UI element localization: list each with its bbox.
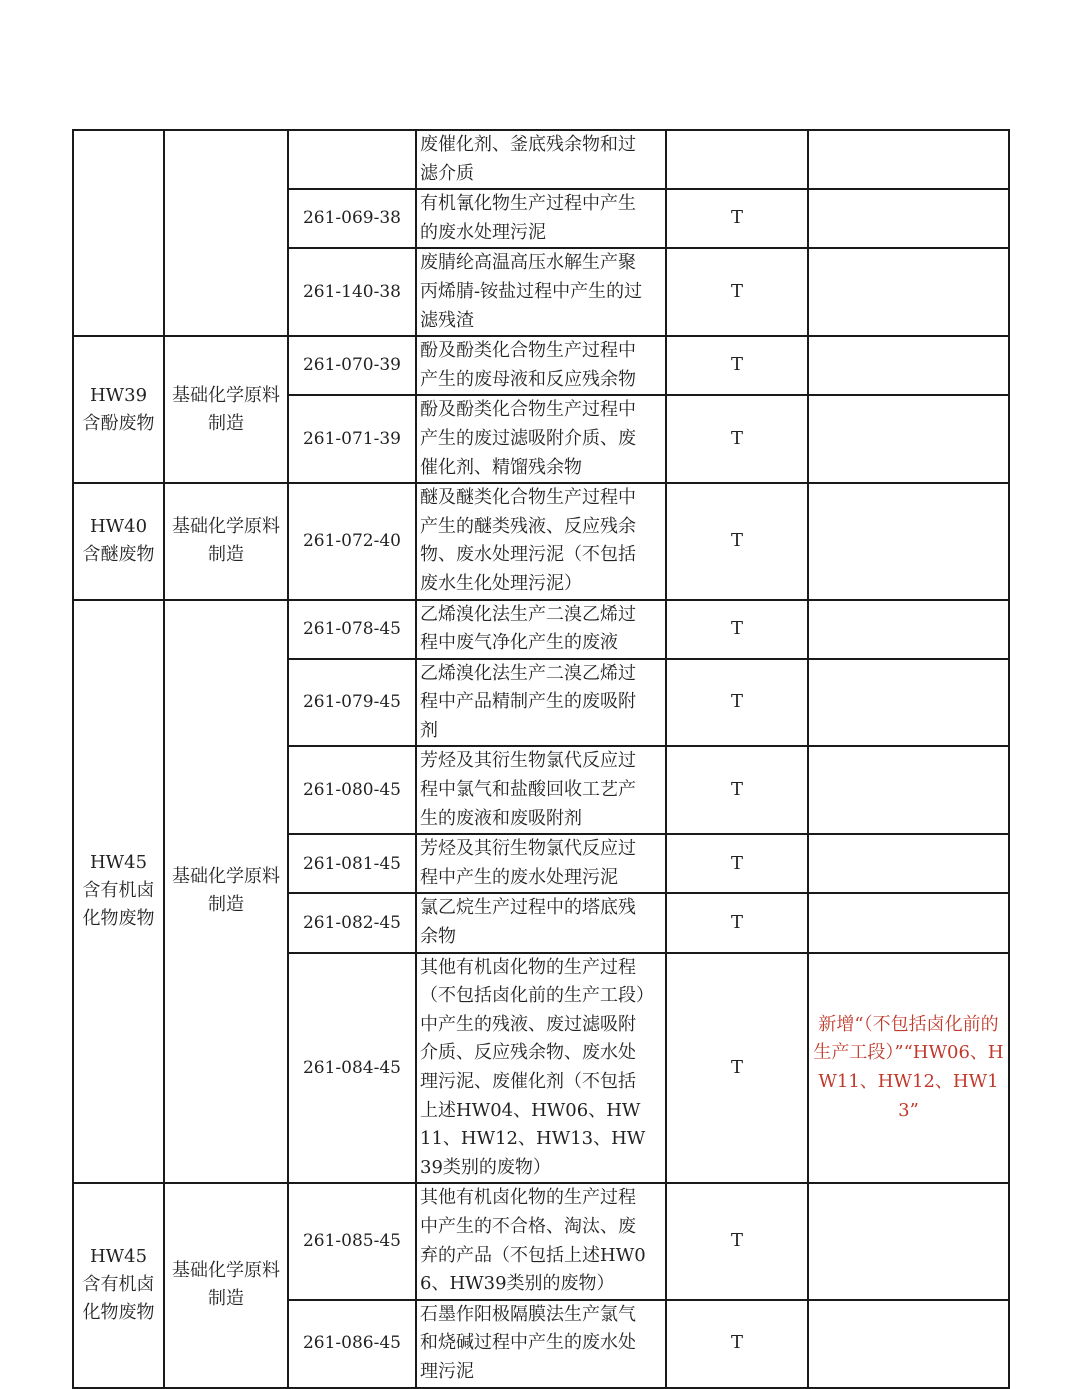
industry-cell xyxy=(164,130,288,336)
hazard-property: T xyxy=(666,1183,808,1299)
category-code: HW45 xyxy=(89,852,148,874)
remark xyxy=(808,189,1009,248)
category-name: 含酚废物 xyxy=(82,412,155,434)
waste-code: 261-084-45 xyxy=(288,953,416,1184)
remark xyxy=(808,893,1009,952)
hazard-property xyxy=(666,130,808,189)
industry-cell: 基础化学原料制造 xyxy=(164,1183,288,1387)
waste-description: 废腈纶高温高压水解生产聚丙烯腈-铵盐过程中产生的过滤残渣 xyxy=(416,248,666,336)
remark xyxy=(808,834,1009,893)
table-row xyxy=(73,1183,1009,1299)
remark: 新增“（不包括卤化前的生产工段）”“HW06、HW11、HW12、HW13” xyxy=(808,953,1009,1184)
remark xyxy=(808,600,1009,659)
waste-code: 261-071-39 xyxy=(288,395,416,483)
waste-code: 261-069-38 xyxy=(288,189,416,248)
waste-code: 261-079-45 xyxy=(288,659,416,747)
remark xyxy=(808,395,1009,483)
hazard-property: T xyxy=(666,659,808,747)
waste-description: 氯乙烷生产过程中的塔底残余物 xyxy=(416,893,666,952)
category-cell xyxy=(73,336,164,483)
waste-description: 芳烃及其衍生物氯代反应过程中产生的废水处理污泥 xyxy=(416,834,666,893)
waste-description: 醚及醚类化合物生产过程中产生的醚类残液、反应残余物、废水处理污泥（不包括废水生化处理污泥） xyxy=(416,483,666,599)
waste-code: 261-085-45 xyxy=(288,1183,416,1299)
waste-code: 261-082-45 xyxy=(288,893,416,952)
remark xyxy=(808,1300,1009,1388)
remark xyxy=(808,336,1009,395)
waste-code: 261-140-38 xyxy=(288,248,416,336)
waste-description: 酚及酚类化合物生产过程中产生的废母液和反应残余物 xyxy=(416,336,666,395)
hazard-property: T xyxy=(666,600,808,659)
category-code: HW45 xyxy=(89,1246,148,1268)
hazardous-waste-table xyxy=(72,129,1010,1389)
hazard-property: T xyxy=(666,248,808,336)
waste-description: 其他有机卤化物的生产过程中产生的不合格、淘汰、废弃的产品（不包括上述HW06、HW39类别的废物） xyxy=(416,1183,666,1299)
industry-cell: 基础化学原料制造 xyxy=(164,600,288,1184)
waste-code xyxy=(288,130,416,189)
hazard-property: T xyxy=(666,834,808,893)
remark xyxy=(808,746,1009,834)
table-row xyxy=(73,336,1009,395)
hazard-property: T xyxy=(666,953,808,1184)
category-name: 含有机卤化物废物 xyxy=(82,880,155,930)
hazard-property: T xyxy=(666,1300,808,1388)
waste-code: 261-080-45 xyxy=(288,746,416,834)
waste-description: 废催化剂、釜底残余物和过滤介质 xyxy=(416,130,666,189)
hazard-property: T xyxy=(666,189,808,248)
waste-description: 乙烯溴化法生产二溴乙烯过程中产品精制产生的废吸附剂 xyxy=(416,659,666,747)
waste-description: 酚及酚类化合物生产过程中产生的废过滤吸附介质、废催化剂、精馏残余物 xyxy=(416,395,666,483)
remark xyxy=(808,659,1009,747)
category-cell xyxy=(73,1183,164,1387)
table-row xyxy=(73,600,1009,659)
industry-cell: 基础化学原料制造 xyxy=(164,336,288,483)
category-code: HW39 xyxy=(89,384,148,406)
waste-code: 261-070-39 xyxy=(288,336,416,395)
category-code: HW40 xyxy=(89,516,148,538)
hazard-property: T xyxy=(666,483,808,599)
waste-code: 261-072-40 xyxy=(288,483,416,599)
remark xyxy=(808,483,1009,599)
hazard-property: T xyxy=(666,336,808,395)
category-name: 含醚废物 xyxy=(82,544,155,566)
remark xyxy=(808,248,1009,336)
category-cell xyxy=(73,483,164,599)
hazard-property: T xyxy=(666,395,808,483)
remark xyxy=(808,1183,1009,1299)
category-cell xyxy=(73,600,164,1184)
table-row xyxy=(73,130,1009,189)
category-name: 含有机卤化物废物 xyxy=(82,1274,155,1324)
waste-description: 有机氰化物生产过程中产生的废水处理污泥 xyxy=(416,189,666,248)
waste-description: 其他有机卤化物的生产过程（不包括卤化前的生产工段）中产生的残液、废过滤吸附介质、反应残余物、废水处理污泥、废催化剂（不包括上述HW04、HW06、HW11、HW12、HW13、HW39类别的废物） xyxy=(416,953,666,1184)
waste-code: 261-081-45 xyxy=(288,834,416,893)
hazard-property: T xyxy=(666,893,808,952)
waste-code: 261-086-45 xyxy=(288,1300,416,1388)
waste-description: 石墨作阳极隔膜法生产氯气和烧碱过程中产生的废水处理污泥 xyxy=(416,1300,666,1388)
waste-description: 乙烯溴化法生产二溴乙烯过程中废气净化产生的废液 xyxy=(416,600,666,659)
waste-description: 芳烃及其衍生物氯代反应过程中氯气和盐酸回收工艺产生的废液和废吸附剂 xyxy=(416,746,666,834)
remark xyxy=(808,130,1009,189)
industry-cell: 基础化学原料制造 xyxy=(164,483,288,599)
table-row xyxy=(73,483,1009,599)
waste-code: 261-078-45 xyxy=(288,600,416,659)
category-cell xyxy=(73,130,164,336)
hazard-property: T xyxy=(666,746,808,834)
